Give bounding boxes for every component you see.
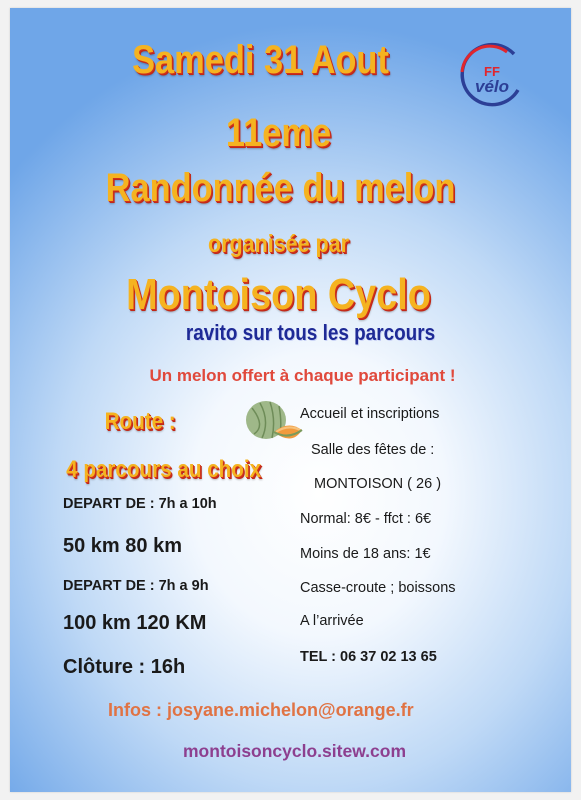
contact-email: Infos : josyane.michelon@orange.fr: [108, 700, 414, 720]
melon-icon: [240, 396, 304, 448]
salle-text: Salle des fêtes de :: [311, 442, 435, 458]
arrival-text: A l’arrivée: [300, 613, 364, 629]
event-date: Samedi 31 Aout: [132, 38, 389, 82]
gift-text: Un melon offert à chaque participant !: [149, 366, 456, 385]
route-heading: Route :: [104, 408, 176, 435]
distances-2: 100 km 120 KM: [63, 612, 207, 634]
logo-velo-text: vélo: [474, 77, 510, 96]
route-subheading: 4 parcours au choix: [66, 456, 262, 483]
town-text: MONTOISON ( 26 ): [314, 476, 442, 492]
accueil-text: Accueil et inscriptions: [300, 406, 440, 422]
under18-price: Moins de 18 ans: 1€: [300, 546, 431, 562]
food-text: Casse-croute ; boissons: [300, 580, 456, 596]
organized-by: organisée par: [207, 230, 349, 258]
normal-price: Normal: 8€ - ffct : 6€: [300, 511, 432, 527]
distances-1: 50 km 80 km: [63, 535, 182, 557]
closing-time: Clôture : 16h: [63, 656, 186, 678]
event-name: Randonnée du melon: [105, 166, 456, 210]
logo-ff-text: FF: [484, 64, 500, 79]
depart-time-1: DEPART DE : 7h a 10h: [63, 496, 217, 512]
ravito-text: ravito sur tous les parcours: [185, 320, 436, 345]
depart-time-2: DEPART DE : 7h a 9h: [63, 578, 209, 594]
phone-number: TEL : 06 37 02 13 65: [300, 649, 437, 665]
website-link[interactable]: montoisoncyclo.sitew.com: [183, 741, 407, 761]
edition: 11eme: [225, 111, 332, 155]
poster: [10, 8, 571, 792]
ffvelo-logo-icon: [452, 42, 526, 110]
organizer-name: Montoison Cyclo: [126, 270, 431, 319]
